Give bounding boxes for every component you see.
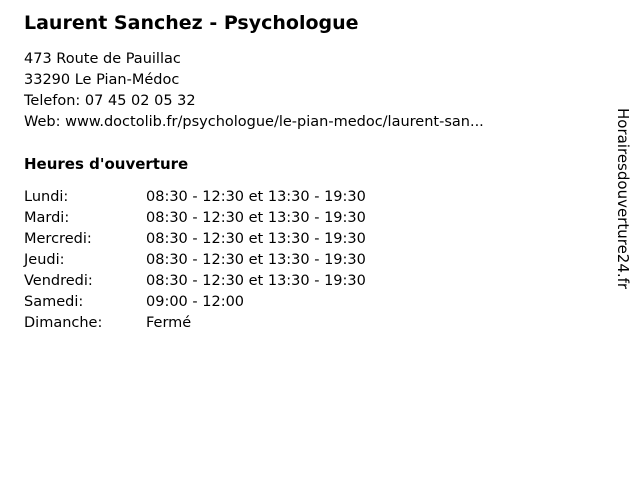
day-hours: 08:30 - 12:30 et 13:30 - 19:30: [146, 251, 366, 268]
day-label: Mardi:: [24, 209, 70, 226]
business-info-block: [24, 12, 604, 334]
day-hours: Fermé: [146, 314, 192, 331]
day-label: Dimanche:: [24, 314, 103, 331]
day-hours: 08:30 - 12:30 et 13:30 - 19:30: [146, 188, 366, 205]
table-row: [24, 229, 366, 250]
website-line: Web: www.doctolib.fr/psychologue/le-pian-medoc/laurent-san...: [24, 113, 484, 130]
address-postal-city: 33290 Le Pian-Médoc: [24, 71, 180, 88]
opening-hours-table: [24, 187, 366, 334]
day-hours: 08:30 - 12:30 et 13:30 - 19:30: [146, 230, 366, 247]
table-row: [24, 187, 366, 208]
table-row: [24, 208, 366, 229]
table-row: [24, 313, 366, 334]
day-label: Samedi:: [24, 293, 84, 310]
address-street: 473 Route de Pauillac: [24, 50, 181, 67]
day-hours: 08:30 - 12:30 et 13:30 - 19:30: [146, 209, 366, 226]
table-row: [24, 292, 366, 313]
day-label: Vendredi:: [24, 272, 93, 289]
day-hours: 08:30 - 12:30 et 13:30 - 19:30: [146, 272, 366, 289]
phone-line: Telefon: 07 45 02 05 32: [24, 92, 196, 109]
day-label: Mercredi:: [24, 230, 92, 247]
day-label: Jeudi:: [24, 251, 65, 268]
watermark-label: Horairesdouverture24.fr: [614, 108, 632, 290]
day-hours: 09:00 - 12:00: [146, 293, 245, 310]
table-row: [24, 271, 366, 292]
page-title: Laurent Sanchez - Psychologue: [24, 12, 359, 34]
opening-hours-heading: Heures d'ouverture: [24, 154, 189, 173]
day-label: Lundi:: [24, 188, 69, 205]
table-row: [24, 250, 366, 271]
